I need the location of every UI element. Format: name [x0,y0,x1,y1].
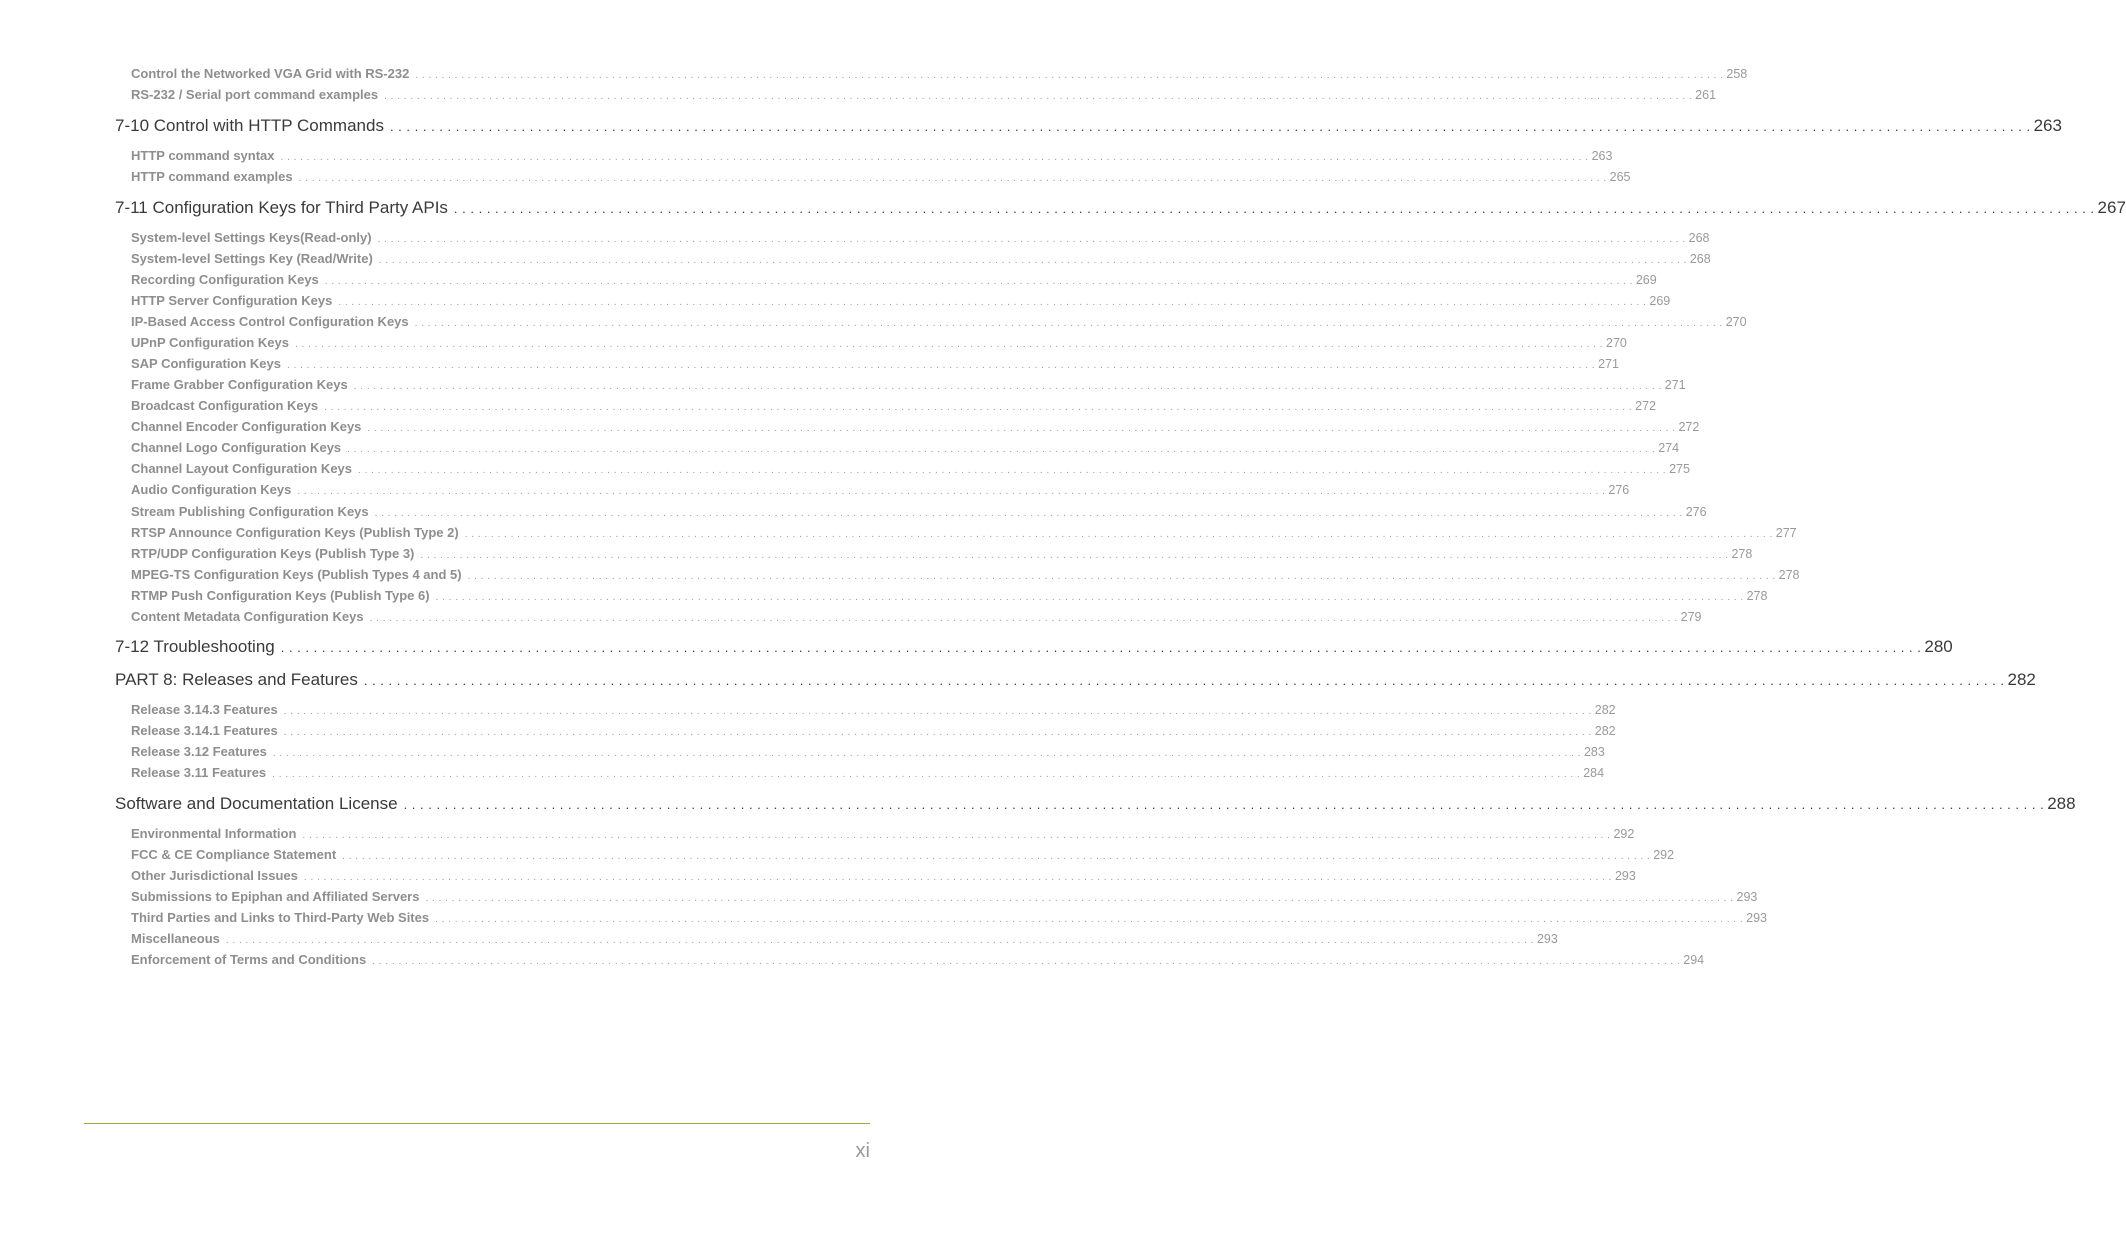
toc-entry-title: Broadcast Configuration Keys [131,398,319,413]
dot-leader: . . . . . . . . . . . . . . . . . . . . . . . . . . . . . . . . . . . . . . . . . . . . . . . . . . . . . . . . . . . . . . . . . . . . . . . . . . . . . . . . . . . . . . . . . . . . . . . . . . . . . . . . . . . . . . . . . . . . . . . . . . . . . . . . . . . . . . . . . . . . . . . . . . . . . . . . . . . . . . . . . . . . . . . . . . . . . . . . . . . . . . . . . . . . . . . . . . . . . . . . [358,465,1667,476]
toc-entry-page-number: 263 [2033,116,2062,135]
toc-entry-title: HTTP command examples [131,169,293,184]
toc-entry-title: HTTP Server Configuration Keys [131,293,333,308]
toc-entry-title: Control the Networked VGA Grid with RS-232 [131,66,410,81]
toc-entry-title: PART 8: Releases and Features [115,670,358,689]
toc-subsection-entry[interactable] [131,931,1558,952]
toc-subsection-entry[interactable] [131,525,1797,546]
dot-leader: . . . . . . . . . . . . . . . . . . . . . . . . . . . . . . . . . . . . . . . . . . . . . . . . . . . . . . . . . . . . . . . . . . . . . . . . . . . . . . . . . . . . . . . . . . . . . . . . . . . . . . . . . . . . . . . . . . . . . . . . . . . . . . . . . . . . . . . . . . . . . . . . . . . . . . . . . . . . . . . . . . . . . . . . . . . . . . . . . . . . . . . . . . . . . . . . . . . . . . . . [272,769,1581,780]
toc-entry-page-number: 288 [2047,794,2076,813]
toc-subsection-entry[interactable] [131,868,1636,889]
dot-leader: . . . . . . . . . . . . . . . . . . . . . . . . . . . . . . . . . . . . . . . . . . . . . . . . . . . . . . . . . . . . . . . . . . . . . . . . . . . . . . . . . . . . . . . . . . . . . . . . . . . . . . . . . . . . . . . . . . . . . . . . . . . . . . . . . . . . . . . . . . . . . . . . . . . . . . . . . . . . . . . . . . . . . . . . . . . . . . . . . . . . . . . . . . . . . . . . . . . . . . . . [372,956,1681,967]
dot-leader: . . . . . . . . . . . . . . . . . . . . . . . . . . . . . . . . . . . . . . . . . . . . . . . . . . . . . . . . . . . . . . . . . . . . . . . . . . . . . . . . . . . . . . . . . . . . . . . . . . . . . . . . . . . . . . . . . . . . . . . . . . . . . . . . . . . . . . . . . . . . . . . . . . . . . . . . . . . . . . . . . . . . . . . . . . . . . . . . . . . . . . . . . . . . . . . . . . . . . . . . [338,297,1647,308]
toc-entry-page-number: 277 [1775,526,1797,540]
dot-leader: . . . . . . . . . . . . . . . . . . . . . . . . . . . . . . . . . . . . . . . . . . . . . . . . . . . . . . . . . . . . . . . . . . . . . . . . . . . . . . . . . . . . . . . . . . . . . . . . . . . . . . . . . . . . . . . . . . . . . . . . . . . . . . . . . . . . . . . . . . . . . . . . . . . . . . . . . . . . . . . . . . . . . . . . . . . . . . . . . . . . . . . . . . . . . . . . . . . . . . . . [342,851,1651,862]
dot-leader: . . . . . . . . . . . . . . . . . . . . . . . . . . . . . . . . . . . . . . . . . . . . . . . . . . . . . . . . . . . . . . . . . . . . . . . . . . . . . . . . . . . . . . . . . . . . . . . . . . . . . . . . . . . . . . . . . . . . . . . . . . . . . . . . . . . . . . . . . . . . . . . . . . . . . . . . . . . . . . . . . . . . . . . . . . . . . . . . . . . . . . . . . . . . . . . . . . . . . . . . [403,797,2045,812]
toc-entry-title: Stream Publishing Configuration Keys [131,504,369,519]
dot-leader: . . . . . . . . . . . . . . . . . . . . . . . . . . . . . . . . . . . . . . . . . . . . . . . . . . . . . . . . . . . . . . . . . . . . . . . . . . . . . . . . . . . . . . . . . . . . . . . . . . . . . . . . . . . . . . . . . . . . . . . . . . . . . . . . . . . . . . . . . . . . . . . . . . . . . . . . . . . . . . . . . . . . . . . . . . . . . . . . . . . . . . . . . . . . . . . . . . . . . . . . [347,444,1656,455]
footer-divider [84,1123,870,1124]
toc-subsection-entry[interactable] [131,419,1700,440]
toc-subsection-entry[interactable] [131,230,1710,251]
toc-entry-page-number: 270 [1606,336,1627,350]
dot-leader: . . . . . . . . . . . . . . . . . . . . . . . . . . . . . . . . . . . . . . . . . . . . . . . . . . . . . . . . . . . . . . . . . . . . . . . . . . . . . . . . . . . . . . . . . . . . . . . . . . . . . . . . . . . . . . . . . . . . . . . . . . . . . . . . . . . . . . . . . . . . . . . . . . . . . . . . . . . . . . . . . . . . . . . . . . . . . . . . . . . . . . . . . . . . . . . . . . . . . . . . [324,402,1633,413]
dot-leader: . . . . . . . . . . . . . . . . . . . . . . . . . . . . . . . . . . . . . . . . . . . . . . . . . . . . . . . . . . . . . . . . . . . . . . . . . . . . . . . . . . . . . . . . . . . . . . . . . . . . . . . . . . . . . . . . . . . . . . . . . . . . . . . . . . . . . . . . . . . . . . . . . . . . . . . . . . . . . . . . . . . . . . . . . . . . . . . . . . . . . . . . . . . . . . . . . . . . . . . . [283,727,1592,738]
toc-subsection-entry[interactable] [131,87,1717,108]
toc-entry-title: Release 3.14.1 Features [131,723,278,738]
toc-subsection-entry[interactable] [131,482,1630,503]
toc-entry-title: Frame Grabber Configuration Keys [131,377,348,392]
dot-leader: . . . . . . . . . . . . . . . . . . . . . . . . . . . . . . . . . . . . . . . . . . . . . . . . . . . . . . . . . . . . . . . . . . . . . . . . . . . . . . . . . . . . . . . . . . . . . . . . . . . . . . . . . . . . . . . . . . . . . . . . . . . . . . . . . . . . . . . . . . . . . . . . . . . . . . . . . . . . . . . . . . . . . . . . . . . . . . . . . . . . . . . . . . . . . . . . . . . . . . . . [415,70,1724,81]
dot-leader: . . . . . . . . . . . . . . . . . . . . . . . . . . . . . . . . . . . . . . . . . . . . . . . . . . . . . . . . . . . . . . . . . . . . . . . . . . . . . . . . . . . . . . . . . . . . . . . . . . . . . . . . . . . . . . . . . . . . . . . . . . . . . . . . . . . . . . . . . . . . . . . . . . . . . . . . . . . . . . . . . . . . . . . . . . . . . . . . . . . . . . . . . . . . . . . . . . . . . . . . [225,935,1534,946]
toc-entry-title: IP-Based Access Control Configuration Keys [131,314,409,329]
dot-leader: . . . . . . . . . . . . . . . . . . . . . . . . . . . . . . . . . . . . . . . . . . . . . . . . . . . . . . . . . . . . . . . . . . . . . . . . . . . . . . . . . . . . . . . . . . . . . . . . . . . . . . . . . . . . . . . . . . . . . . . . . . . . . . . . . . . . . . . . . . . . . . . . . . . . . . . . . . . . . . . . . . . . . . . . . . . . . . . . . . . . . . . . . . . . . . . . . . . . . . . . [298,173,1607,184]
toc-entry-page-number: 278 [1746,589,1768,603]
toc-entry-title: Release 3.11 Features [131,765,267,780]
toc-subsection-entry[interactable] [131,293,1671,314]
toc-section-entry[interactable] [115,198,2126,222]
toc-entry-title: Miscellaneous [131,931,220,946]
toc-entry-page-number: 293 [1746,911,1768,925]
toc-entry-page-number: 278 [1731,547,1753,561]
dot-leader: . . . . . . . . . . . . . . . . . . . . . . . . . . . . . . . . . . . . . . . . . . . . . . . . . . . . . . . . . . . . . . . . . . . . . . . . . . . . . . . . . . . . . . . . . . . . . . . . . . . . . . . . . . . . . . . . . . . . . . . . . . . . . . . . . . . . . . . . . . . . . . . . . . . . . . . . . . . . . . . . . . . . . . . . . . . . . . . . . . . . . . . . . . . . . . . . . . . . . . . . [377,234,1686,245]
toc-entry-title: RTSP Announce Configuration Keys (Publish Type 2) [131,525,459,540]
toc-entry-title: 7-11 Configuration Keys for Third Party APIs [115,198,448,217]
toc-section-entry[interactable] [115,637,1953,661]
dot-leader: . . . . . . . . . . . . . . . . . . . . . . . . . . . . . . . . . . . . . . . . . . . . . . . . . . . . . . . . . . . . . . . . . . . . . . . . . . . . . . . . . . . . . . . . . . . . . . . . . . . . . . . . . . . . . . . . . . . . . . . . . . . . . . . . . . . . . . . . . . . . . . . . . . . . . . . . . . . . . . . . . . . . . . . . . . . . . . . . . . . . . . . . . . . . . . . . . . . . . . . . [367,423,1676,434]
toc-subsection-entry[interactable] [131,567,1800,588]
toc-entry-page-number: 276 [1608,483,1630,497]
toc-entry-title: System-level Settings Keys(Read-only) [131,230,372,245]
toc-subsection-entry[interactable] [131,723,1616,744]
toc-entry-title: Audio Configuration Keys [131,482,292,497]
dot-leader: . . . . . . . . . . . . . . . . . . . . . . . . . . . . . . . . . . . . . . . . . . . . . . . . . . . . . . . . . . . . . . . . . . . . . . . . . . . . . . . . . . . . . . . . . . . . . . . . . . . . . . . . . . . . . . . . . . . . . . . . . . . . . . . . . . . . . . . . . . . . . . . . . . . . . . . . . . . . . . . . . . . . . . . . . . . . . . . . . . . . . . . . . . . . . . . . . . . . . . . . [378,255,1687,266]
toc-entry-page-number: 269 [1635,273,1657,287]
toc-entry-page-number: 261 [1695,88,1717,102]
toc-subsection-entry[interactable] [131,588,1768,609]
toc-entry-title: RS-232 / Serial port command examples [131,87,379,102]
dot-leader: . . . . . . . . . . . . . . . . . . . . . . . . . . . . . . . . . . . . . . . . . . . . . . . . . . . . . . . . . . . . . . . . . . . . . . . . . . . . . . . . . . . . . . . . . . . . . . . . . . . . . . . . . . . . . . . . . . . . . . . . . . . . . . . . . . . . . . . . . . . . . . . . . . . . . . . . . . . . . . . . . . . . . . . . . . . . . . . . . . . . . . . . . . . . . . . . . . . . . . . . [353,381,1662,392]
toc-subsection-entry[interactable] [131,609,1702,630]
toc-subsection-entry[interactable] [131,377,1686,398]
toc-entry-page-number: 269 [1649,294,1671,308]
toc-entry-page-number: 272 [1635,399,1657,413]
toc-entry-title: System-level Settings Key (Read/Write) [131,251,373,266]
dot-leader: . . . . . . . . . . . . . . . . . . . . . . . . . . . . . . . . . . . . . . . . . . . . . . . . . . . . . . . . . . . . . . . . . . . . . . . . . . . . . . . . . . . . . . . . . . . . . . . . . . . . . . . . . . . . . . . . . . . . . . . . . . . . . . . . . . . . . . . . . . . . . . . . . . . . . . . . . . . . . . . . . . . . . . . . . . . . . . . . . . . . . . . . . . . . . . . . . . . . . . . . [435,592,1744,603]
toc-entry-title: FCC & CE Compliance Statement [131,847,337,862]
dot-leader: . . . . . . . . . . . . . . . . . . . . . . . . . . . . . . . . . . . . . . . . . . . . . . . . . . . . . . . . . . . . . . . . . . . . . . . . . . . . . . . . . . . . . . . . . . . . . . . . . . . . . . . . . . . . . . . . . . . . . . . . . . . . . . . . . . . . . . . . . . . . . . . . . . . . . . . . . . . . . . . . . . . . . . . . . . . . . . . . . . . . . . . . . . . . . . . . . . . . . . . . [369,613,1678,624]
dot-leader: . . . . . . . . . . . . . . . . . . . . . . . . . . . . . . . . . . . . . . . . . . . . . . . . . . . . . . . . . . . . . . . . . . . . . . . . . . . . . . . . . . . . . . . . . . . . . . . . . . . . . . . . . . . . . . . . . . . . . . . . . . . . . . . . . . . . . . . . . . . . . . . . . . . . . . . . . . . . . . . . . . . . . . . . . . . . . . . . . . . . . . . . . . . . . . . . . . . . . . . . [297,486,1606,497]
dot-leader: . . . . . . . . . . . . . . . . . . . . . . . . . . . . . . . . . . . . . . . . . . . . . . . . . . . . . . . . . . . . . . . . . . . . . . . . . . . . . . . . . . . . . . . . . . . . . . . . . . . . . . . . . . . . . . . . . . . . . . . . . . . . . . . . . . . . . . . . . . . . . . . . . . . . . . . . . . . . . . . . . . . . . . . . . . . . . . . . . . . . . . . . . . . . . . . . . . . . . . . . [283,706,1592,717]
toc-entry-title: Submissions to Epiphan and Affiliated Servers [131,889,420,904]
toc-entry-title: Other Jurisdictional Issues [131,868,298,883]
toc-subsection-entry[interactable] [131,765,1605,786]
toc-entry-page-number: 270 [1725,315,1747,329]
toc-entry-title: Release 3.14.3 Features [131,702,278,717]
toc-entry-title: Channel Logo Configuration Keys [131,440,342,455]
toc-entry-page-number: 284 [1583,766,1605,780]
dot-leader: . . . . . . . . . . . . . . . . . . . . . . . . . . . . . . . . . . . . . . . . . . . . . . . . . . . . . . . . . . . . . . . . . . . . . . . . . . . . . . . . . . . . . . . . . . . . . . . . . . . . . . . . . . . . . . . . . . . . . . . . . . . . . . . . . . . . . . . . . . . . . . . . . . . . . . . . . . . . . . . . . . . . . . . . . . . . . . . . . . . . . . . . . . . . . . . . . . . . . . . . [294,339,1604,350]
toc-entry-page-number: 293 [1736,890,1758,904]
toc-subsection-entry[interactable] [131,148,1613,169]
toc-section-entry[interactable] [115,116,2062,140]
toc-entry-page-number: 292 [1653,848,1675,862]
toc-subsection-entry[interactable] [131,169,1631,190]
dot-leader: . . . . . . . . . . . . . . . . . . . . . . . . . . . . . . . . . . . . . . . . . . . . . . . . . . . . . . . . . . . . . . . . . . . . . . . . . . . . . . . . . . . . . . . . . . . . . . . . . . . . . . . . . . . . . . . . . . . . . . . . . . . . . . . . . . . . . . . . . . . . . . . . . . . . . . . . . . . . . . . . . . . . . . . . . . . . . . . . . . . . . . . . . . . . . . . . . . . . . . . . [464,529,1773,540]
toc-entry-title: Environmental Information [131,826,297,841]
toc-entry-page-number: 283 [1583,745,1605,759]
toc-entry-page-number: 282 [2007,670,2036,689]
toc-entry-page-number: 271 [1598,357,1619,371]
toc-subsection-entry[interactable] [131,847,1675,868]
toc-entry-title: Recording Configuration Keys [131,272,319,287]
toc-entry-page-number: 293 [1536,932,1558,946]
toc-subsection-entry[interactable] [131,744,1605,765]
toc-entry-title: 7-12 Troubleshooting [115,637,275,656]
toc-entry-page-number: 279 [1680,610,1702,624]
toc-entry-title: Software and Documentation License [115,794,398,813]
dot-leader: . . . . . . . . . . . . . . . . . . . . . . . . . . . . . . . . . . . . . . . . . . . . . . . . . . . . . . . . . . . . . . . . . . . . . . . . . . . . . . . . . . . . . . . . . . . . . . . . . . . . . . . . . . . . . . . . . . . . . . . . . . . . . . . . . . . . . . . . . . . . . . . . . . . . . . . . . . . . . . . . . . . . . . . . . . . . . . . . . . . . . . . . . . . . . . . . . . . . . . . . [363,673,2005,688]
toc-subsection-entry[interactable] [131,826,1635,847]
dot-leader: . . . . . . . . . . . . . . . . . . . . . . . . . . . . . . . . . . . . . . . . . . . . . . . . . . . . . . . . . . . . . . . . . . . . . . . . . . . . . . . . . . . . . . . . . . . . . . . . . . . . . . . . . . . . . . . . . . . . . . . . . . . . . . . . . . . . . . . . . . . . . . . . . . . . . . . . . . . . . . . . . . . . . . . . . . . . . . . . . . . . . . . . . . . . . . . . . . . . . . . . [280,640,1922,655]
dot-leader: . . . . . . . . . . . . . . . . . . . . . . . . . . . . . . . . . . . . . . . . . . . . . . . . . . . . . . . . . . . . . . . . . . . . . . . . . . . . . . . . . . . . . . . . . . . . . . . . . . . . . . . . . . . . . . . . . . . . . . . . . . . . . . . . . . . . . . . . . . . . . . . . . . . . . . . . . . . . . . . . . . . . . . . . . . . . . . . . . . . . . . . . . . . . . . . . . . . . . . . . [389,119,2031,134]
toc-entry-page-number: 265 [1609,170,1631,184]
toc-section-entry[interactable] [115,670,2036,694]
toc-entry-page-number: 258 [1726,67,1748,81]
toc-entry-page-number: 282 [1594,724,1616,738]
toc-subsection-entry[interactable] [131,66,1748,87]
toc-entry-title: Enforcement of Terms and Conditions [131,952,367,967]
toc-subsection-entry[interactable] [131,335,1627,356]
toc-entry-title: 7-10 Control with HTTP Commands [115,116,384,135]
toc-entry-title: UPnP Configuration Keys [131,335,289,350]
toc-entry-title: Channel Layout Configuration Keys [131,461,353,476]
toc-entry-title: Release 3.12 Features [131,744,267,759]
toc-subsection-entry[interactable] [131,272,1657,293]
dot-leader: . . . . . . . . . . . . . . . . . . . . . . . . . . . . . . . . . . . . . . . . . . . . . . . . . . . . . . . . . . . . . . . . . . . . . . . . . . . . . . . . . . . . . . . . . . . . . . . . . . . . . . . . . . . . . . . . . . . . . . . . . . . . . . . . . . . . . . . . . . . . . . . . . . . . . . . . . . . . . . . . . . . . . . . . . . . . . . . . . . . . . . . . . . . . . . . . . . . . . . . . [453,201,2095,216]
toc-entry-page-number: 268 [1688,231,1710,245]
toc-subsection-entry[interactable] [131,702,1616,723]
dot-leader: . . . . . . . . . . . . . . . . . . . . . . . . . . . . . . . . . . . . . . . . . . . . . . . . . . . . . . . . . . . . . . . . . . . . . . . . . . . . . . . . . . . . . . . . . . . . . . . . . . . . . . . . . . . . . . . . . . . . . . . . . . . . . . . . . . . . . . . . . . . . . . . . . . . . . . . . . . . . . . . . . . . . . . . . . . . . . . . . . . . . . . . . . . . . . . . . . . . . . . . . [280,152,1589,163]
toc-entry-page-number: 282 [1594,703,1616,717]
toc-entry-page-number: 276 [1685,505,1707,519]
toc-subsection-entry[interactable] [131,251,1711,272]
dot-leader: . . . . . . . . . . . . . . . . . . . . . . . . . . . . . . . . . . . . . . . . . . . . . . . . . . . . . . . . . . . . . . . . . . . . . . . . . . . . . . . . . . . . . . . . . . . . . . . . . . . . . . . . . . . . . . . . . . . . . . . . . . . . . . . . . . . . . . . . . . . . . . . . . . . . . . . . . . . . . . . . . . . . . . . . . . . . . . . . . . . . . . . . . . . . . . . . . . . . . . . . [324,276,1633,287]
toc-entry-page-number: 263 [1591,149,1613,163]
dot-leader: . . . . . . . . . . . . . . . . . . . . . . . . . . . . . . . . . . . . . . . . . . . . . . . . . . . . . . . . . . . . . . . . . . . . . . . . . . . . . . . . . . . . . . . . . . . . . . . . . . . . . . . . . . . . . . . . . . . . . . . . . . . . . . . . . . . . . . . . . . . . . . . . . . . . . . . . . . . . . . . . . . . . . . . . . . . . . . . . . . . . . . . . . . . . . . . . . . . . . . . . [374,508,1683,519]
dot-leader: . . . . . . . . . . . . . . . . . . . . . . . . . . . . . . . . . . . . . . . . . . . . . . . . . . . . . . . . . . . . . . . . . . . . . . . . . . . . . . . . . . . . . . . . . . . . . . . . . . . . . . . . . . . . . . . . . . . . . . . . . . . . . . . . . . . . . . . . . . . . . . . . . . . . . . . . . . . . . . . . . . . . . . . . . . . . . . . . . . . . . . . . . . . . . . . . . . . . . . . . [467,571,1776,582]
dot-leader: . . . . . . . . . . . . . . . . . . . . . . . . . . . . . . . . . . . . . . . . . . . . . . . . . . . . . . . . . . . . . . . . . . . . . . . . . . . . . . . . . . . . . . . . . . . . . . . . . . . . . . . . . . . . . . . . . . . . . . . . . . . . . . . . . . . . . . . . . . . . . . . . . . . . . . . . . . . . . . . . . . . . . . . . . . . . . . . . . . . . . . . . . . . . . . . . . . . . . . . . [420,550,1729,561]
toc-entry-page-number: 278 [1778,568,1800,582]
dot-leader: . . . . . . . . . . . . . . . . . . . . . . . . . . . . . . . . . . . . . . . . . . . . . . . . . . . . . . . . . . . . . . . . . . . . . . . . . . . . . . . . . . . . . . . . . . . . . . . . . . . . . . . . . . . . . . . . . . . . . . . . . . . . . . . . . . . . . . . . . . . . . . . . . . . . . . . . . . . . . . . . . . . . . . . . . . . . . . . . . . . . . . . . . . . . . . . . . . . . . . . . [435,914,1744,925]
toc-subsection-entry[interactable] [131,440,1680,461]
toc-subsection-entry[interactable] [131,910,1768,931]
toc-entry-page-number: 280 [1924,637,1953,656]
toc-subsection-entry[interactable] [131,504,1707,525]
toc-subsection-entry[interactable] [131,889,1758,910]
toc-entry-page-number: 267 [2097,198,2126,217]
dot-leader: . . . . . . . . . . . . . . . . . . . . . . . . . . . . . . . . . . . . . . . . . . . . . . . . . . . . . . . . . . . . . . . . . . . . . . . . . . . . . . . . . . . . . . . . . . . . . . . . . . . . . . . . . . . . . . . . . . . . . . . . . . . . . . . . . . . . . . . . . . . . . . . . . . . . . . . . . . . . . . . . . . . . . . . . . . . . . . . . . . . . . . . . . . . . . . . . . . . . . . . . [302,830,1611,841]
toc-subsection-entry[interactable] [131,952,1705,973]
toc-entry-title: Third Parties and Links to Third-Party Web Sites [131,910,430,925]
toc-entry-title: RTP/UDP Configuration Keys (Publish Type 3) [131,546,415,561]
toc-entry-title: RTMP Push Configuration Keys (Publish Type 6) [131,588,430,603]
toc-section-entry[interactable] [115,794,2076,818]
toc-entry-title: SAP Configuration Keys [131,356,282,371]
toc-subsection-entry[interactable] [131,546,1753,567]
toc-entry-title: Channel Encoder Configuration Keys [131,419,362,434]
dot-leader: . . . . . . . . . . . . . . . . . . . . . . . . . . . . . . . . . . . . . . . . . . . . . . . . . . . . . . . . . . . . . . . . . . . . . . . . . . . . . . . . . . . . . . . . . . . . . . . . . . . . . . . . . . . . . . . . . . . . . . . . . . . . . . . . . . . . . . . . . . . . . . . . . . . . . . . . . . . . . . . . . . . . . . . . . . . . . . . . . . . . . . . . . . . . . . . . . . . . . . . . [303,872,1612,883]
dot-leader: . . . . . . . . . . . . . . . . . . . . . . . . . . . . . . . . . . . . . . . . . . . . . . . . . . . . . . . . . . . . . . . . . . . . . . . . . . . . . . . . . . . . . . . . . . . . . . . . . . . . . . . . . . . . . . . . . . . . . . . . . . . . . . . . . . . . . . . . . . . . . . . . . . . . . . . . . . . . . . . . . . . . . . . . . . . . . . . . . . . . . . . . . . . . . . . . . . . . . . . . [384,91,1693,102]
toc-subsection-entry[interactable] [131,461,1690,482]
toc-subsection-entry[interactable] [131,356,1619,377]
toc-entry-page-number: 271 [1664,378,1686,392]
dot-leader: . . . . . . . . . . . . . . . . . . . . . . . . . . . . . . . . . . . . . . . . . . . . . . . . . . . . . . . . . . . . . . . . . . . . . . . . . . . . . . . . . . . . . . . . . . . . . . . . . . . . . . . . . . . . . . . . . . . . . . . . . . . . . . . . . . . . . . . . . . . . . . . . . . . . . . . . . . . . . . . . . . . . . . . . . . . . . . . . . . . . . . . . . . . . . . . . . . . . . . . . [272,748,1581,759]
dot-leader: . . . . . . . . . . . . . . . . . . . . . . . . . . . . . . . . . . . . . . . . . . . . . . . . . . . . . . . . . . . . . . . . . . . . . . . . . . . . . . . . . . . . . . . . . . . . . . . . . . . . . . . . . . . . . . . . . . . . . . . . . . . . . . . . . . . . . . . . . . . . . . . . . . . . . . . . . . . . . . . . . . . . . . . . . . . . . . . . . . . . . . . . . . . . . . . . . . . . . . . . [414,318,1723,329]
toc-entry-page-number: 275 [1669,462,1690,476]
dot-leader: . . . . . . . . . . . . . . . . . . . . . . . . . . . . . . . . . . . . . . . . . . . . . . . . . . . . . . . . . . . . . . . . . . . . . . . . . . . . . . . . . . . . . . . . . . . . . . . . . . . . . . . . . . . . . . . . . . . . . . . . . . . . . . . . . . . . . . . . . . . . . . . . . . . . . . . . . . . . . . . . . . . . . . . . . . . . . . . . . . . . . . . . . . . . . . . . . . . . . . . . [425,893,1734,904]
toc-entry-page-number: 274 [1658,441,1680,455]
toc-entry-page-number: 293 [1614,869,1636,883]
toc-entry-page-number: 272 [1678,420,1700,434]
toc-entry-title: Content Metadata Configuration Keys [131,609,364,624]
page-number: xi [855,1140,870,1162]
toc-entry-title: MPEG-TS Configuration Keys (Publish Types 4 and 5) [131,567,462,582]
toc-entry-page-number: 292 [1613,827,1635,841]
toc-entry-page-number: 294 [1683,953,1705,967]
toc-entry-title: HTTP command syntax [131,148,275,163]
toc-subsection-entry[interactable] [131,398,1657,419]
toc-entry-page-number: 268 [1689,252,1711,266]
toc-subsection-entry[interactable] [131,314,1747,335]
dot-leader: . . . . . . . . . . . . . . . . . . . . . . . . . . . . . . . . . . . . . . . . . . . . . . . . . . . . . . . . . . . . . . . . . . . . . . . . . . . . . . . . . . . . . . . . . . . . . . . . . . . . . . . . . . . . . . . . . . . . . . . . . . . . . . . . . . . . . . . . . . . . . . . . . . . . . . . . . . . . . . . . . . . . . . . . . . . . . . . . . . . . . . . . . . . . . . . . . . . . . . . . [287,360,1596,371]
